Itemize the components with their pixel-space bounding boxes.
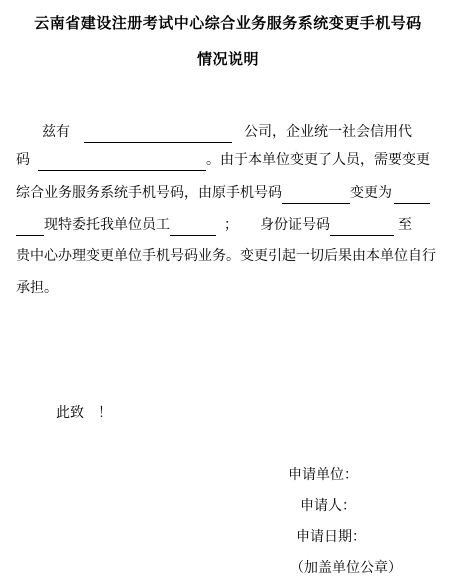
body-text: 公司，企业统一社会信用代 bbox=[244, 124, 412, 140]
closing-salutation: 此致 ！ bbox=[56, 405, 112, 421]
body-text: 变更为 bbox=[350, 185, 392, 201]
application-date-label: 申请日期： bbox=[296, 529, 366, 545]
body-text: 综合业务服务系统手机号码，由原手机号码 bbox=[16, 185, 282, 201]
body-text: 贵中心办理变更单位手机号码业务。变更引起一切后果由本单位自行 bbox=[16, 248, 436, 264]
old-phone-blank bbox=[282, 187, 350, 204]
seal-note: （加盖单位公章） bbox=[290, 560, 402, 576]
body-line-1 bbox=[16, 121, 440, 143]
employee-name-blank bbox=[170, 219, 216, 236]
id-number-blank bbox=[330, 219, 394, 236]
body-text: 。由于本单位变更了人员，需要变更 bbox=[206, 152, 430, 168]
new-phone-blank-start bbox=[394, 187, 430, 204]
body-line-4 bbox=[16, 214, 440, 236]
applicant-unit-label: 申请单位： bbox=[288, 467, 358, 483]
body-line-3 bbox=[16, 182, 440, 204]
body-text: 身份证号码 bbox=[260, 217, 330, 233]
company-name-blank bbox=[84, 126, 232, 143]
body-text: 兹有 bbox=[42, 124, 70, 140]
body-text: 承担。 bbox=[16, 280, 58, 296]
body-line-6 bbox=[16, 277, 440, 299]
applicant-person-label: 申请人： bbox=[300, 498, 356, 514]
body-line-5 bbox=[16, 245, 440, 267]
body-text: ； bbox=[224, 217, 238, 233]
body-text: 码 bbox=[16, 152, 30, 168]
credit-code-blank bbox=[38, 154, 206, 171]
body-line-2 bbox=[16, 149, 440, 171]
body-text: 至 bbox=[398, 217, 412, 233]
document-title: 云南省建设注册考试中心综合业务服务系统变更手机号码 bbox=[34, 14, 422, 32]
document-subtitle: 情况说明 bbox=[196, 50, 259, 68]
body-text: 现特委托我单位员工 bbox=[44, 217, 170, 233]
new-phone-blank-end bbox=[16, 219, 44, 236]
